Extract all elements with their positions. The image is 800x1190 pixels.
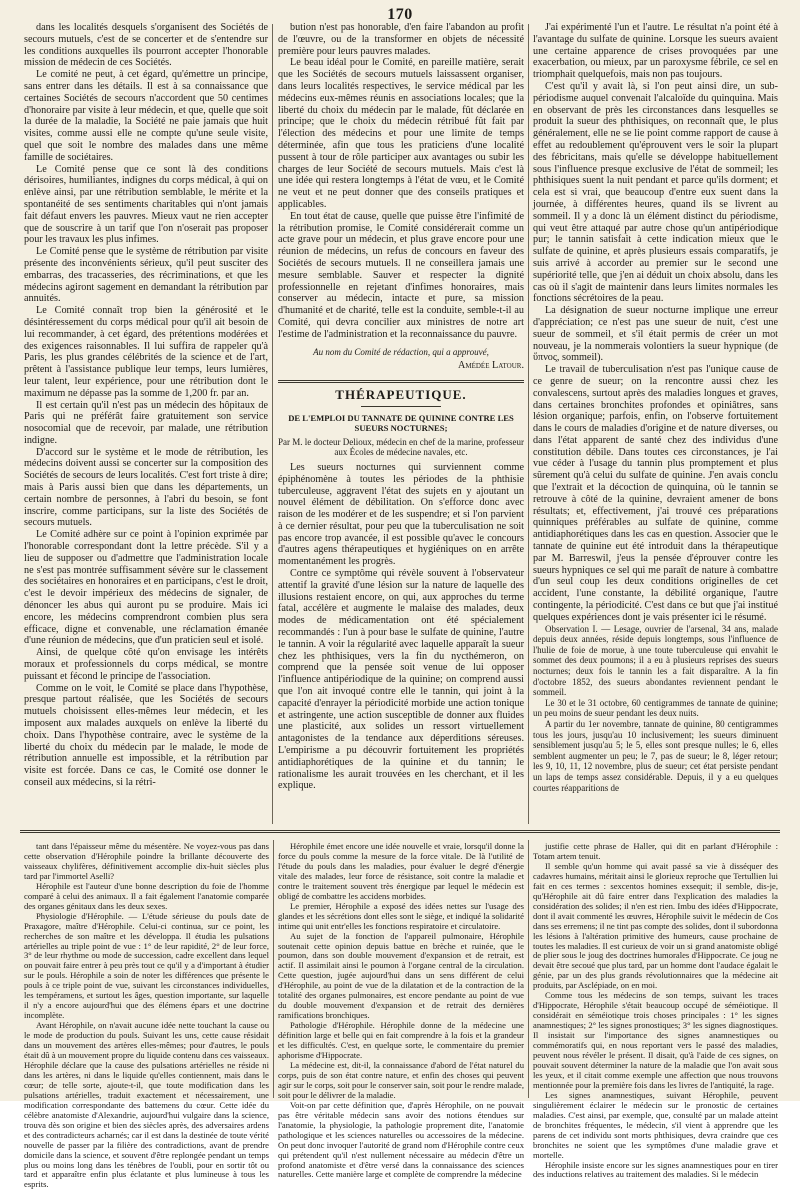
observation: Observation I. — Lesage, ouvrier de l'arsenal, 34 ans, malade depuis deux années, réside depuis longtemps, sous l'influence de l'hulie de foie de morue, à une toute tuberculeuse qui envahit le sommet des deux poumons; il a eu à plusieurs reprises des sueurs nocturnes; deux fois le tannin les a fait disparaître. A la fin d'octobre 1852, des sueurs abondantes reviennent pendant le sommeil. [533,623,778,698]
column-divider [272,24,273,824]
paragraph: Ainsi, de quelque côté qu'on envisage les intérêts moraux et professionnels du corps médical, se montre puissant et fécond le principe de l'association. [24,647,268,682]
paragraph: Contre ce symptôme qui révèle souvent à l'observateur attentif la gravité d'une lésion sur la nature de laquelle des illusions restaient encore, on qui, aux approches du terme fatal, accélère et augmente le malaise des malades, deux modes de médicamentation ont été spécialement recommandés : l'un à pour base le sulfate de quinine, l'autre le tannin. A voir la régularité avec laquelle apparaît la sueur chez les phthisiques, vers la fin du nycthémeron, on comprend que la pensée soit venue de lui opposer l'influence antipériodique de la quinine; on comprend aussi que l'on ait invoqué contre elle le tannin, qui joint à la capacité d'enrayer la périodicité morbide une action tonique et astringente, une action susceptible de donner aux fluides une plasticité, aux solides un ressort virtuellement antagonistes de la tendance aux déperditions séreuses. L'empirisme a pu découvrir fortuitement les propriétés antidiaphorétiques de la quinine et du tannin; le rationalisme les aurait trouvées en les cherchant, et il les explique. [278,568,524,792]
paragraph: Le beau idéal pour le Comité, en pareille matière, serait que les Sociétés de secours mutuels laissassent organiser, dans leurs localités respectives, le service médical par les médecins eux-mêmes réunis en associations locales; que la liberté du choix du médecin par le malade, fût déclarée en principe; que le choix du médecin rétribué fût fait par l'élection des médecins et pour une limite de temps déterminée, afin que tous les praticiens d'une localité pussent à tour de rôle participer aux avantages ou subir les charges de leur Société de secours mutuels. Mais c'est là une idée qui restera longtemps à l'état de vœu, et le Comité ne veut et ne peut donner que des conseils pratiques et applicables. [278,57,524,210]
column-divider [528,840,529,1098]
signature: Amédée Latour. [458,360,524,372]
feuilleton-column-3 [533,841,778,1180]
article-author: Par M. le docteur Delioux, médecin en chef de la marine, professeur aux Écoles de médecine navales, etc. [278,436,524,458]
paragraph: Le Comité pense que le système de rétribution par visite présente des inconvénients sérieux, qu'il peut susciter des embarras, des tracasseries, des récriminations, et que les médecins agiront sagement en demandant la rétribution par annuités. [24,246,268,305]
feuilleton-rule [20,830,780,833]
committee-note: Au nom du Comité de rédaction, qui a approuvé, [313,346,489,357]
paragraph: Le comité ne peut, à cet égard, qu'émettre un principe, sans entrer dans les détails. Il est à sa connaissance que certaines Sociétés de secours n'accordent que 50 centimes d'honoraire par visite à leur médecin, et que, quelle que soit la durée de la maladie, la Société ne paie jamais que huit visites, comme aussi elle ne compte qu'une seule visite, quel que soit le nombre des malades dans une même famille de sociétaires. [24,69,268,163]
paragraph: Le premier, Hérophile a exposé des idées nettes sur l'usage des glandes et les sécrétions dont elles sont le siège, et indiqué la solidarité intime qui unit entr'elles les fonctions respiratoire et circulatoire. [278,900,524,931]
paragraph: Hérophile est l'auteur d'une bonne description du foie de l'homme comparé à celui des animaux. Il a fait également l'anatomie comparée des organes génitaux dans les deux sexes. [24,880,269,911]
paragraph: La médecine est, dit-il, la connaissance d'abord de l'état naturel du corps, puis de son état contre nature, et enfin des choses qui peuvent agir sur le corps, soit pour le conserver sain, soit pour le rendre malade, soit pour le délivrer de la maladie. [278,1059,524,1100]
paragraph: dans les localités desquels s'organisent des Sociétés de secours mutuels, c'est de se concerter et de s'entendre sur les conditions auxquelles ils pourront accepter l'honorable mission de médecin de ces Sociétés. [24,22,268,69]
paragraph: Le Comité pense que ce sont là des conditions dérisoires, humiliantes, indignes du corps médical, à qui on enlève ainsi, par une rétribution semblable, le mérite et la spontanéité de ses sentiments charitables qui n'ont jamais fait défaut envers les pauvres. Mieux vaut ne rien accepter que de souscrire à un tarif que l'on n'oserait pas proposer pour les travaux les plus infimes. [24,163,268,246]
paragraph: Comme tous les médecins de son temps, suivant les traces d'Hippocrate, Hérophile s'était beaucoup occupé de séméiotique. Il considérait en séméiotique trois choses principales : 1° les signes anamnestiques; 2° les signes pronostiques; 3° les signes diagnostiques. Il insistait sur l'importance des signes anamnestiques ou commémoratifs qui, en nous reportant vers le passé des maladies, peuvent nous révéler le présent. Il disait, qu'à l'aide de ces signes, on pouvait souvent déterminer la nature de la maladie que l'on avait sous les yeux, et il citait comme exemple une affection que nous trouvons mentionnée pour la première fois dans les livres de l'antiquité, la rage. [533,990,778,1090]
paragraph: Avant Hérophile, on n'avait aucune idée nette touchant la cause ou le mode de production du pouls. Suivant les uns, cette cause résidait dans un mouvement des artères elles-mêmes; pour d'autres, le pouls était dû à un mouvement propre du liquide contenu dans ces vaisseaux. Hérophile déclare que la cause des pulsations artérielles ne réside ni dans les artères, ni dans le liquide qu'elles contiennent, mais dans le cœur; de telle sorte, ajoute-t-il, que toute modification dans les pulsations artérielles, traduit exactement et nécessairement, une modification correspondante des battemens du cœur. Cette idée du célèbre anatomiste d'Alexandrie, aujourd'hui vulgaire dans la science, trouva dès son origine et bien des siècles après, des adversaires ardens et des contradicteurs acharnés; car il est dans la destinée de toute vérité nouvelle de passer par la filière des contradictions, avant de prendre domicile dans la science, et souvent d'être replongée pendant un temps plus ou moins long dans les ténèbres de l'oubli, pour en sortir tôt ou tard et apparaître enfin plus éclatante et plus lumineuse à tous les esprits. [24,1020,269,1190]
column-3 [533,22,778,820]
paragraph: Comme on le voit, le Comité se place dans l'hypothèse, presque partout réalisée, que les Sociétés de secours mutuels choisissent elles-mêmes leur médecin, et les imposent aux malades auxquels on enlève la liberté du choix. Dans l'hypothèse contraire, avec le système de la liberté du choix du médecin par le malade, le mode de rétribution annuelle est impossible, et la rétribution par visite est forcée. Dans ce cas, le Comité ose donner le conseil aux médecins, si la rétri- [24,682,268,788]
paragraph: Il semble qu'un homme qui avait passé sa vie à disséquer des cadavres humains, méritait ainsi le glorieux reproche que Tertullien lui fait en ces termes : sexcentos homines exsequit; il semble, dis-je, qu'Hérophile ait dû faire entrer dans l'explication des maladies la considération des solides; il n'en est rien. Imbu des idées d'Hippocrate, dont il avait commenté les œuvres, Hérophile suivit le médecin de Cos dans ses erremens; il ne tint pas compte des solides, dont il subordonna les lésions à l'altération primitive des humeurs, cause prochaine de toutes les maladies. Il est curieux de voir un si grand anatomiste obligé de plier sous le joug des doctrines humorales d'Hippocrate. Ce joug ne devait être secoué que plus tard, par un homme dont l'audace égalait le génie, par un des plus grands révolutionnaires que la médecine ait produits, par Asclépiade, on en moi. [533,860,778,991]
paragraph: Hérophile émet encore une idée nouvelle et vraie, lorsqu'il donne la force du pouls comme la mesure de la force vitale. De là l'utilité de l'étude du pouls dans les maladies, pour évaluer le degré d'énergie vitale des malades, leur force de résistance, soit contre la maladie et contre le traitement souvent très énergique par lequel le médecin est obligé de combattre les accidens morbides. [278,841,524,901]
feuilleton-column-2 [278,841,524,1180]
paragraph: Physiologie d'Hérophile. — L'étude sérieuse du pouls date de Praxagore, maître d'Hérophile. Celui-ci continua, sur ce point, les recherches de son maître et les développa. Il étudia les pulsations artérielles au triple point de vue : 1° de leur rapidité, 2° de leur force, 3° de leur rhythme ou mode de succession, cadre excellent dans lequel on pouvait faire entrer à peu près tout ce qu'il y a d'important à étudier sur le pouls. Hérophile a soin de noter les différences que présente le pouls à ce triple point de vue, suivant les circonstances individuelles, les tempéramens, et surtout les âges, question importante, sur laquelle il n'y a encore aujourd'hui que des élémens épars et une doctrine incomplète. [24,910,269,1021]
article-title: DE L'EMPLOI DU TANNATE DE QUININE CONTRE LES SUEURS NOCTURNES; [288,412,514,433]
paragraph: J'ai expérimenté l'un et l'autre. Le résultat n'a point été à l'avantage du sulfate de quinine. Lorsque les sueurs avaient une certaine apparence de crises provoquées par une exacerbation, ou mieux, par un paroxysme fébrile, ce sel en triomphait quelquefois, mais non pas toujours. [533,22,778,81]
paragraph: Le travail de tuberculisation n'est pas l'unique cause de ce genre de sueur; on la rencontre aussi chez les convalescens, surtout après des maladies longues et graves, dans certaines bronchites profondes et opiniâtres, sans lésion organique; parfois, enfin, on l'observe fortuitement dans le cours de maladies d'origine et de nature diverses, ou dans l'état apparent de santé chez des individus d'une constitution débile. Dans toutes ces circonstances, je l'ai vue céder à l'usage du tannin plus promptement et plus sûrement qu'à celui du sulfate de quinine. J'en avais conclu que l'extrait et la décoction de quinquina, où le tannin se retrouve à côté de la quinine, devraient amener de bons résultats; et, effectivement, j'ai trouvé ces préparations quinniques préférables au sulfate de quinine, comme antidiaphorétiques dans les cas en question. Associer que le tannate de quinine eut été introduit dans la thérapeutique par M. Barreswil, j'eus la pensée d'éprouver contre les sueurs hypniques ce sel qui me paraît de nature à combattre d'un seul coup les deux conditions originelles de cet accident, l'une constante, la débilité organique, l'autre contingente, la périodicité. C'est dans ce but que j'ai institué quelques expériences dont je vais présenter ici le résumé. [533,364,778,623]
column-2 [278,22,524,820]
title-rule [361,406,441,407]
section-title: THÉRAPEUTIQUE. [335,387,467,403]
paragraph: Le Comité connaît trop bien la générosité et le désintéressement du corps médical pour qu'il ait besoin de lui recommander, à cet égard, des prétentions modérées et des exigences raisonnables. Il lui suffira de rappeler qu'à Paris, les plus grandes célébrités de la science et de l'art, prêtent à l'assistance publique leur temps, leurs lumières, leur talent, leur expérience, pour une rétribution dont le maximum ne dépasse pas la somme de 1,200 fr. par an. [24,305,268,399]
section-rule [278,380,524,383]
paragraph: D'accord sur le système et le mode de rétribution, les médecins doivent aussi se concerter sur la composition des Sociétés de secours de leurs localités. C'est fort triste à dire; mais à Paris aussi bien que dans les départements, un certain nombre de personnes, à l'abri du besoin, se font inscrire, comme participans, sur la liste des Sociétés de secours mutuels. [24,446,268,529]
paragraph: Au sujet de la fonction de l'appareil pulmonaire, Hérophile soutenait cette opinion depuis battue en brèche et ruinée, que le poumon, dans son double mouvement d'expansion et de retrait, est actif. Il assimilait ainsi le poumon à l'organe central de la circulation. Cette question, jugée aujourd'hui dans un sens différent de celui d'Hérophile, au point de vue de la dilatation et de la contraction de la totalité des organes pulmonaires, est encore pendante au point de vue du double mouvement d'expansion et de retrait des dernières ramifications bronchiques. [278,930,524,1021]
paragraph: bution n'est pas honorable, d'en faire l'abandon au profit de l'œuvre, ou de la transformer en objets de nécessité première pour leurs pauvres malades. [278,22,524,57]
column-divider [273,840,274,1098]
observation: Le 30 et le 31 octobre, 60 centigrammes de tannate de quinine; un peu moins de sueur pendant les deux nuits. [533,697,778,719]
paragraph: tant dans l'épaisseur même du mésentère. Ne voyez-vous pas dans cette observation d'Hérophile poindre la brillante découverte des vaisseaux chylifères, définitivement accomplie dix-huit siècles plus tard par l'immortel Aselli? [24,841,269,881]
paragraph: Pathologie d'Hérophile. Hérophile donne de la médecine une définition large et belle qui en fait comprendre à la fois et la grandeur et les difficultés. C'est, en quelque sorte, le commentaire du premier aphorisme d'Hippocrate. [278,1020,524,1061]
column-1 [24,22,268,820]
observation: A partir du 1er novembre, tannate de quinine, 80 centigrammes tous les jours, jusqu'au 10 inclusivement; les sueurs diminuent sensiblement jusqu'au 5; le 5, elles sont presque nulles; le 6, elles semblent augmenter un peu; le 7, pas de sueur; le 8, léger retour; les 9, 10, 11, 12 novembre, plus de sueur; cet état persiste pendant un laps de temps assez considérable. Depuis, il y a eu quelques courtes réapparitions de [533,718,778,793]
paragraph: C'est qu'il y avait là, si l'on peut ainsi dire, un sub-périodisme auquel convenait l'alcaloïde du quinquina. Mais en observant de près les circonstances dans lesquelles se produit la sueur des phthisiques, on reconnaît que, le plus généralement, elle ne se lie point comme rapport de cause à effet au redoublement qu'éprouvent vers le soir la plupart des fébricitans, mais qu'elle se développe habituellement sous l'influence presque exclusive de l'état de sommeil; les phthisiques suent la nuit pendant et parce qu'ils dorment; et cela est si vrai, que beaucoup d'entre eux suent dans la journée, à différentes heures, quand ils se livrent au sommeil. Il y a donc là un élément distinct du périodisme, qui veut être attaqué par autre chose qu'un antipériodique pur; le tannin satisfait à cette indication mieux que le sulfate de quinine, et après plusieurs essais comparatifs, je suis arrivé à accorder au premier sur le second une supériorité telle, que j'en ai déduit un choix absolu, dans les cas où il s'agit de maintenir dans leurs limites normales les fonctions sécrétoires de la peau. [533,80,778,305]
paragraph: justifie cette phrase de Haller, qui dit en parlant d'Hérophile : Totam artem tenuit. [533,841,778,861]
paragraph: Il est certain qu'il n'est pas un médecin des hôpitaux de Paris qui ne préférât faire gratuitement son service nosocomial que de recevoir, par malade, une rétribution indigne. [24,399,268,446]
paragraph: Les signes anamnestiques, suivant Hérophile, peuvent singulièrement éclairer le médecin sur le pronostic de certaines maladies. C'est ainsi, par exemple, que, consulté par un malade atteint de bronchites fréquentes, le médecin, s'il vient à apprendre que les parens de cet individu sont morts phthisiques, devra craindre que ces bronchites ne soient que les symptômes d'une maladie grave et mortelle. [533,1089,778,1160]
paragraph: La désignation de sueur nocturne implique une erreur d'appréciation; ce n'est pas une sueur de nuit, c'est une sueur de sommeil, et s'il était permis de créer un mot nouveau, je la nommerais volontiers la sueur hypnique (de ὕπνος, sommeil). [533,305,778,364]
column-divider [528,24,529,824]
paragraph: Les sueurs nocturnes qui surviennent comme épiphénomène à toutes les périodes de la phthisie tuberculeuse, aggravent l'état des sujets en y ajoutant un nouvel élément de débilitation. On s'efforce donc avec raison de les modérer et de les suspendre; et si l'on parvient à ce dernier résultat, pour peu que la tuberculisation ne soit pas encore trop avancée, il est possible qu'avec le concours d'autres agens thérapeutiques et hygiéniques on en arrête momentanément les progrès. [278,461,524,568]
feuilleton-column-1 [24,841,269,1190]
paragraph: Hérophile insiste encore sur les signes anamnestiques pour en tirer des inductions relatives au traitement des maladies. Si le médecin [533,1159,778,1180]
paragraph: Le Comité adhère sur ce point à l'opinion exprimée par l'honorable correspondant dont la lettre précède. S'il y a lieu de supposer ou d'admettre que l'administration locale ne s'est pas montrée suffisamment sévère sur le classement des sociétaires en honoraires et en participans, c'est le droit, c'est le devoir impérieux des médecins de signaler, de dénoncer les abus qui auront pu se produire. Mais ici encore, les médecins comprendront combien plus sera efficace, digne et convenable, une réclamation émanée d'une réunion de médecins, que d'un praticien seul et isolé. [24,529,268,647]
paragraph: Voit-on par cette définition que, d'après Hérophile, on ne pouvait pas être véritable médecin sans avoir des notions étendues sur l'anatomie, la physiologie, la pathologie proprement dite, l'anatomie pathologique et les sciences naturelles ou accessoires de la médecine. On peut donc invoquer l'autorité de grand nom d'Hérophile contre ceux qui prétendent qu'il n'est nullement nécessaire au médecin d'être un profond anatomiste et d'être versé dans la connaissance des sciences naturelles. Cette manière large et complète de comprendre la médecine [278,1099,524,1180]
page-number: 170 [387,6,413,23]
paragraph: En tout état de cause, quelle que puisse être l'infimité de la rétribution promise, le Comité considérerait comme un acte grave pour un médecin, et plus grave encore pour une réunion de médecins, un refus de concours en faveur des Sociétés de secours mutuels. Il ne conseillera jamais une mesure semblable. Sauver et respecter la dignité professionnelle en rejetant d'infimes honoraires, mais conserver au médecin, intacte et pure, sa mission d'humanité et de charité, telle est la conduite, semble-t-il au Comité, qui devra concilier aux ministres de notre art l'estime de l'administration et la reconnaissance du pauvre. [278,210,524,340]
